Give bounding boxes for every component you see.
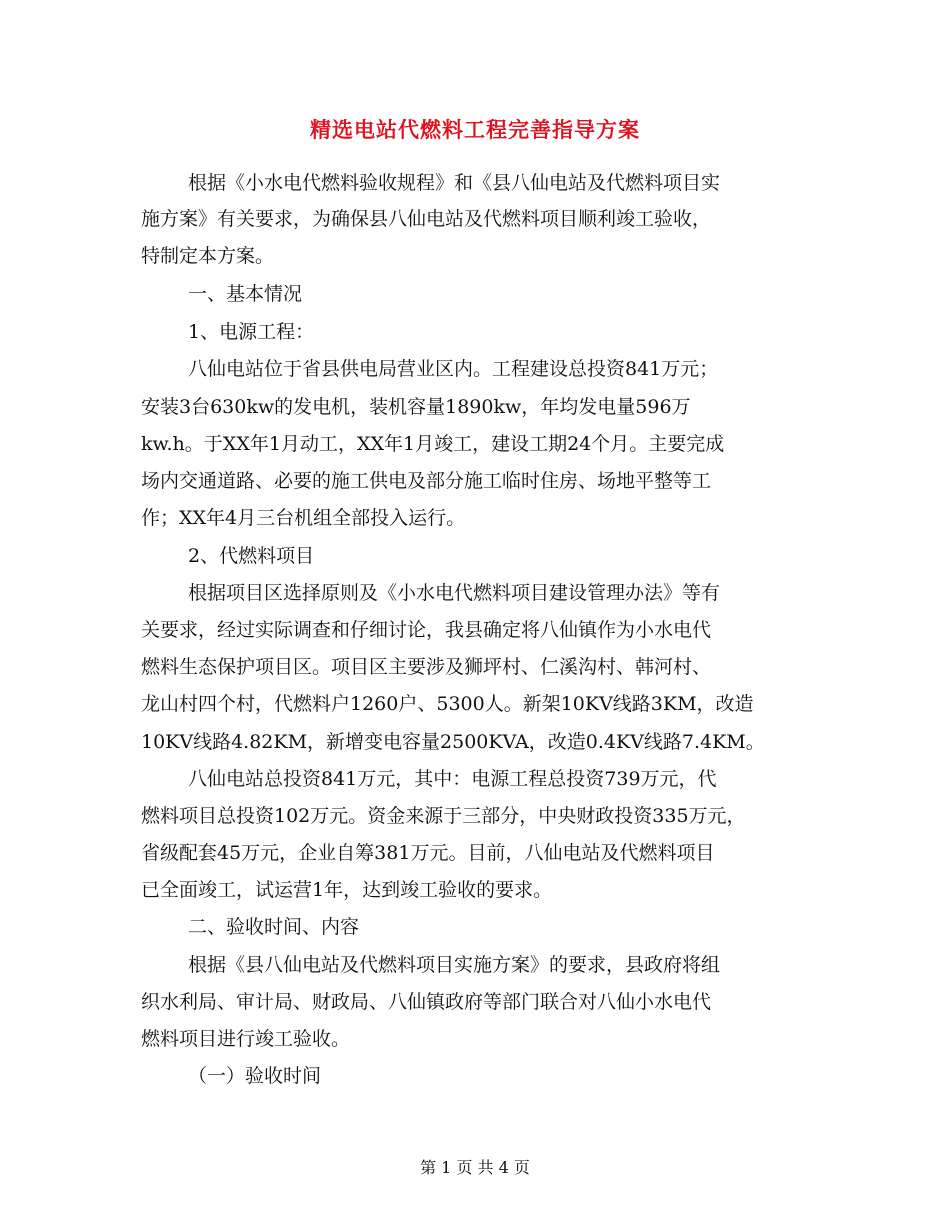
paragraph-line: 织水利局、审计局、财政局、八仙镇政府等部门联合对八仙小水电代 bbox=[141, 991, 712, 1013]
paragraph-line: 根据《小水电代燃料验收规程》和《县八仙电站及代燃料项目实 bbox=[188, 172, 721, 194]
subsection-heading: （一）验收时间 bbox=[188, 1065, 322, 1087]
paragraph-line: 燃料项目总投资102万元。资金来源于三部分，中央财政投资335万元， bbox=[141, 805, 746, 827]
document-title: 精选电站代燃料工程完善指导方案 bbox=[310, 117, 640, 142]
paragraph-line: 龙山村四个村，代燃料户1260户、5300人。新架10KV线路3KM，改造 bbox=[141, 693, 754, 715]
subsection-heading: 1、电源工程： bbox=[188, 321, 315, 343]
paragraph-line: kw.h。于XX年1月动工，XX年1月竣工，建设工期24个月。主要完成 bbox=[141, 433, 725, 455]
paragraph-line: 八仙电站位于省县供电局营业区内。工程建设总投资841万元； bbox=[188, 358, 719, 380]
paragraph-line: 10KV线路4.82KM，新增变电容量2500KVA，改造0.4KV线路7.4KM。 bbox=[141, 731, 765, 753]
paragraph-line: 八仙电站总投资841万元，其中：电源工程总投资739万元，代 bbox=[188, 768, 717, 790]
paragraph-line: 燃料项目进行竣工验收。 bbox=[141, 1028, 351, 1050]
paragraph-line: 安装3台630kw的发电机，装机容量1890kw，年均发电量596万 bbox=[141, 396, 691, 418]
subsection-heading: 2、代燃料项目 bbox=[188, 545, 315, 567]
paragraph-line: 根据《县八仙电站及代燃料项目实施方案》的要求，县政府将组 bbox=[188, 954, 721, 976]
paragraph-line: 特制定本方案。 bbox=[141, 245, 275, 267]
section-heading: 二、验收时间、内容 bbox=[188, 916, 360, 938]
paragraph-line: 省级配套45万元，企业自筹381万元。目前，八仙电站及代燃料项目 bbox=[141, 842, 715, 864]
page-footer: 第 1 页 共 4 页 bbox=[420, 1158, 530, 1177]
paragraph-line: 关要求，经过实际调查和仔细讨论，我县确定将八仙镇作为小水电代 bbox=[141, 619, 712, 641]
paragraph-line: 场内交通道路、必要的施工供电及部分施工临时住房、场地平整等工 bbox=[141, 470, 712, 492]
paragraph-line: 已全面竣工，试运营1年，达到竣工验收的要求。 bbox=[141, 879, 553, 901]
paragraph-line: 作；XX年4月三台机组全部投入运行。 bbox=[141, 507, 466, 529]
section-heading: 一、基本情况 bbox=[188, 283, 303, 305]
paragraph-line: 根据项目区选择原则及《小水电代燃料项目建设管理办法》等有 bbox=[188, 582, 721, 604]
paragraph-line: 燃料生态保护项目区。项目区主要涉及狮坪村、仁溪沟村、韩河村、 bbox=[141, 656, 712, 678]
paragraph-line: 施方案》有关要求，为确保县八仙电站及代燃料项目顺利竣工验收， bbox=[141, 208, 712, 230]
